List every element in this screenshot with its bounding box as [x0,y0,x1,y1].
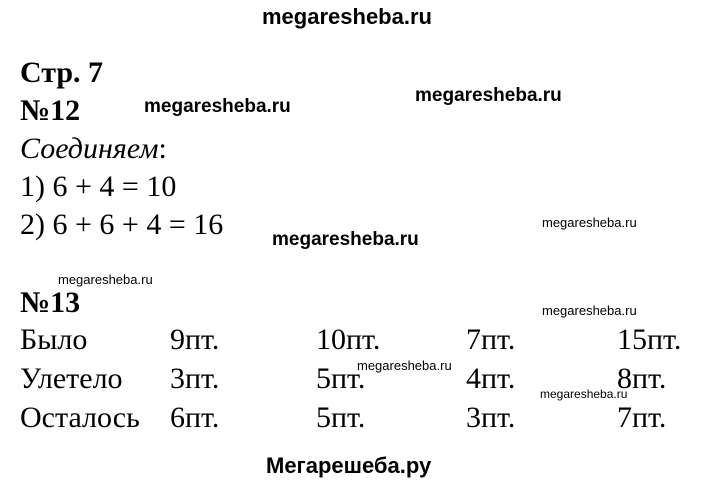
watermark: megaresheba.ru [58,272,153,287]
task12-intro-colon: : [158,132,167,165]
watermark: megaresheba.ru [540,387,628,401]
task13-row3-val4: 7пт. [617,401,667,434]
task12-number: №12 [20,94,81,127]
page-label: Стр. 7 [20,56,104,89]
watermark: megaresheba.ru [542,215,637,230]
header-site-title: megaresheba.ru [262,4,432,29]
task13-number: №13 [20,286,81,319]
task13-row1-val3: 7пт. [466,323,516,356]
task12-line-1: 1) 6 + 4 = 10 [20,170,177,203]
task12-intro-word: Соединяем [20,132,159,165]
task13-row3-label: Осталось [20,401,140,434]
task12-line-2: 2) 6 + 6 + 4 = 16 [20,208,224,241]
watermark: megaresheba.ru [144,96,291,117]
task13-row1-label: Было [20,323,88,356]
task13-row2-label: Улетело [20,362,123,395]
task13-row2-val4: 8пт. [617,362,667,395]
watermark: megaresheba.ru [357,358,452,373]
task13-row3-val3: 3пт. [466,401,516,434]
task13-row2-val1: 3пт. [170,362,220,395]
task13-row2-val2: 5пт. [316,362,366,395]
watermark: megaresheba.ru [542,303,637,318]
task13-row1-val2: 10пт. [316,323,381,356]
task12-intro [20,134,167,164]
watermark: megaresheba.ru [272,229,419,250]
task13-row3-val1: 6пт. [170,401,220,434]
task13-row1-val1: 9пт. [170,323,220,356]
task13-row2-val3: 4пт. [466,362,516,395]
task13-row3-val2: 5пт. [316,401,366,434]
watermark: megaresheba.ru [415,85,562,106]
task13-row1-val4: 15пт. [617,323,682,356]
footer-site-title: Мегарешеба.ру [266,453,432,478]
